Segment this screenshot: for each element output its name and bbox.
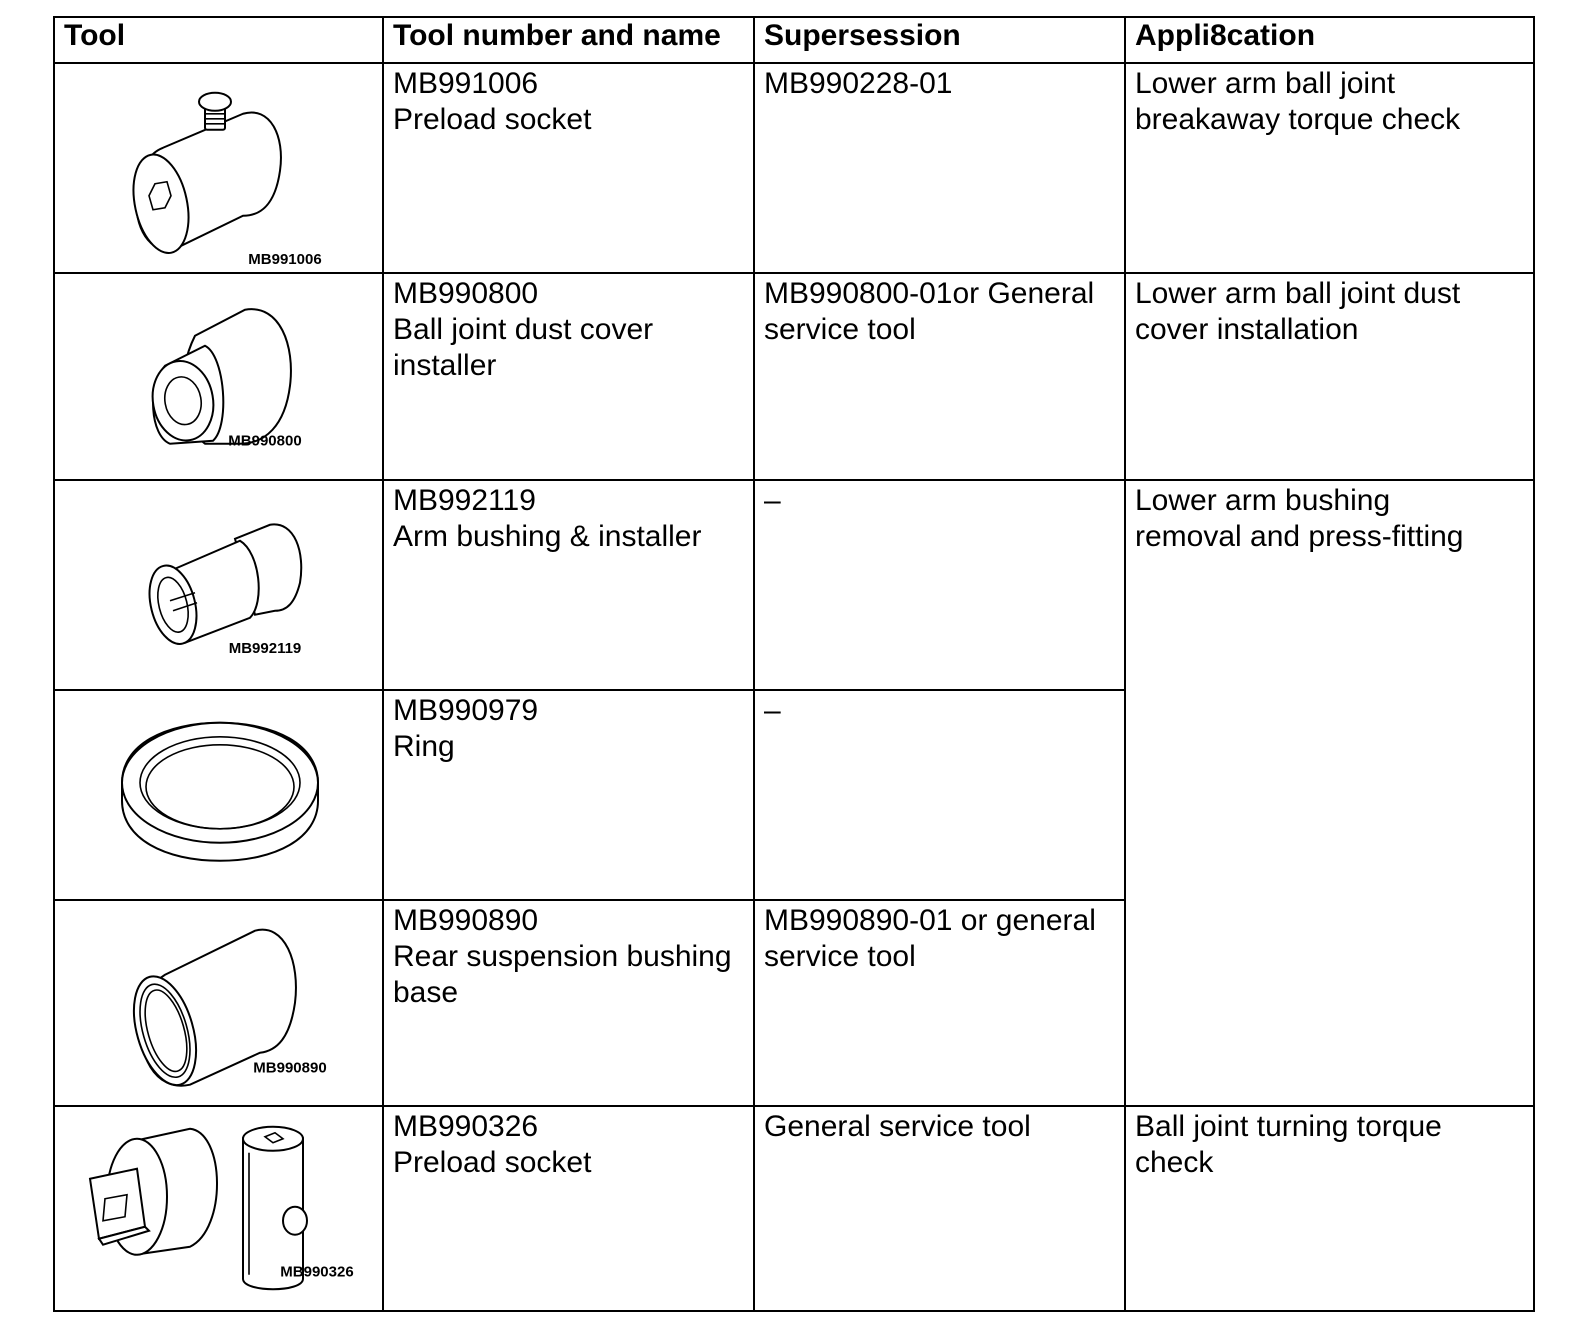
- tool-image-cell: [54, 900, 383, 1105]
- tool-number: MB990890: [393, 904, 539, 938]
- tool-number: MB990979: [393, 693, 539, 727]
- application-text: check: [1135, 1145, 1214, 1179]
- application-text: breakaway torque check: [1135, 103, 1461, 136]
- tool-name: base: [393, 976, 459, 1010]
- table-row: [54, 480, 1534, 690]
- tool-number: MB990800: [393, 276, 539, 310]
- supersession-cell: [754, 273, 1125, 480]
- application-cell: [1125, 480, 1534, 1106]
- tool-number: MB991006: [393, 67, 539, 100]
- supersession-cell: [754, 63, 1125, 273]
- application-text: Lower arm bushing: [1135, 484, 1391, 518]
- preload-socket-icon: [55, 64, 386, 272]
- application-text: Lower arm ball joint dust: [1135, 276, 1461, 310]
- supersession-text: service tool: [764, 312, 916, 346]
- tool-name: Ball joint dust cover: [393, 312, 654, 346]
- dust-cover-installer-icon: [55, 274, 386, 479]
- table-row: [54, 63, 1534, 273]
- bushing-base-icon: [55, 901, 386, 1104]
- tool-number-name-cell: [383, 690, 754, 901]
- supersession-cell: [754, 480, 1125, 690]
- preload-socket-set-icon: [55, 1107, 386, 1310]
- tool-image-code: MB990800: [228, 432, 302, 450]
- tool-number: MB990326: [393, 1109, 539, 1143]
- table-row: [54, 273, 1534, 480]
- application-cell: [1125, 273, 1534, 480]
- special-tools-table: [53, 16, 1535, 1312]
- tool-name: Ring: [393, 729, 455, 763]
- supersession-cell: [754, 690, 1125, 901]
- tool-name: Preload socket: [393, 103, 592, 136]
- tool-image-code: MB991006: [248, 250, 322, 268]
- ring-icon: [55, 691, 386, 900]
- tool-name: Arm bushing & installer: [393, 520, 702, 554]
- header-supersession: Supersession: [754, 17, 1125, 63]
- supersession-text: –: [764, 484, 781, 518]
- tool-image-cell: [54, 1106, 383, 1311]
- application-text: Lower arm ball joint: [1135, 67, 1396, 100]
- supersession-cell: [754, 900, 1125, 1105]
- supersession-text: –: [764, 693, 781, 727]
- tool-image-cell: [54, 690, 383, 901]
- supersession-text: MB990800-01or General: [764, 276, 1095, 310]
- tool-number-name-cell: [383, 900, 754, 1105]
- arm-bushing-installer-icon: [55, 481, 386, 689]
- supersession-cell: [754, 1106, 1125, 1311]
- tool-number-name-cell: [383, 1106, 754, 1311]
- tool-image-code: MB992119: [228, 639, 302, 657]
- tool-number-name-cell: [383, 273, 754, 480]
- tool-name: installer: [393, 348, 497, 382]
- tool-image-cell: [54, 273, 383, 480]
- supersession-text: MB990228-01: [764, 67, 953, 100]
- supersession-text: General service tool: [764, 1109, 1031, 1143]
- tool-name: Preload socket: [393, 1145, 592, 1179]
- application-text: removal and press-fitting: [1135, 520, 1464, 554]
- tool-image-code: MB990890: [253, 1059, 327, 1077]
- tool-number: MB992119: [393, 484, 536, 518]
- tool-number-name-cell: [383, 63, 754, 273]
- header-tool: Tool: [54, 17, 383, 63]
- application-text: Ball joint turning torque: [1135, 1109, 1442, 1143]
- application-cell: [1125, 1106, 1534, 1311]
- header-row: [54, 17, 1534, 63]
- supersession-text: MB990890-01 or general: [764, 904, 1096, 938]
- tool-image-code: MB990326: [280, 1263, 354, 1281]
- application-cell: [1125, 63, 1534, 273]
- header-application: Appli8cation: [1125, 17, 1534, 63]
- supersession-text: service tool: [764, 940, 916, 974]
- tool-number-name-cell: [383, 480, 754, 690]
- table-row: [54, 1106, 1534, 1311]
- tool-image-cell: [54, 480, 383, 690]
- tool-name: Rear suspension bushing: [393, 940, 732, 974]
- tool-image-cell: [54, 63, 383, 273]
- application-text: cover installation: [1135, 312, 1359, 346]
- header-tool-number-name: Tool number and name: [383, 17, 754, 63]
